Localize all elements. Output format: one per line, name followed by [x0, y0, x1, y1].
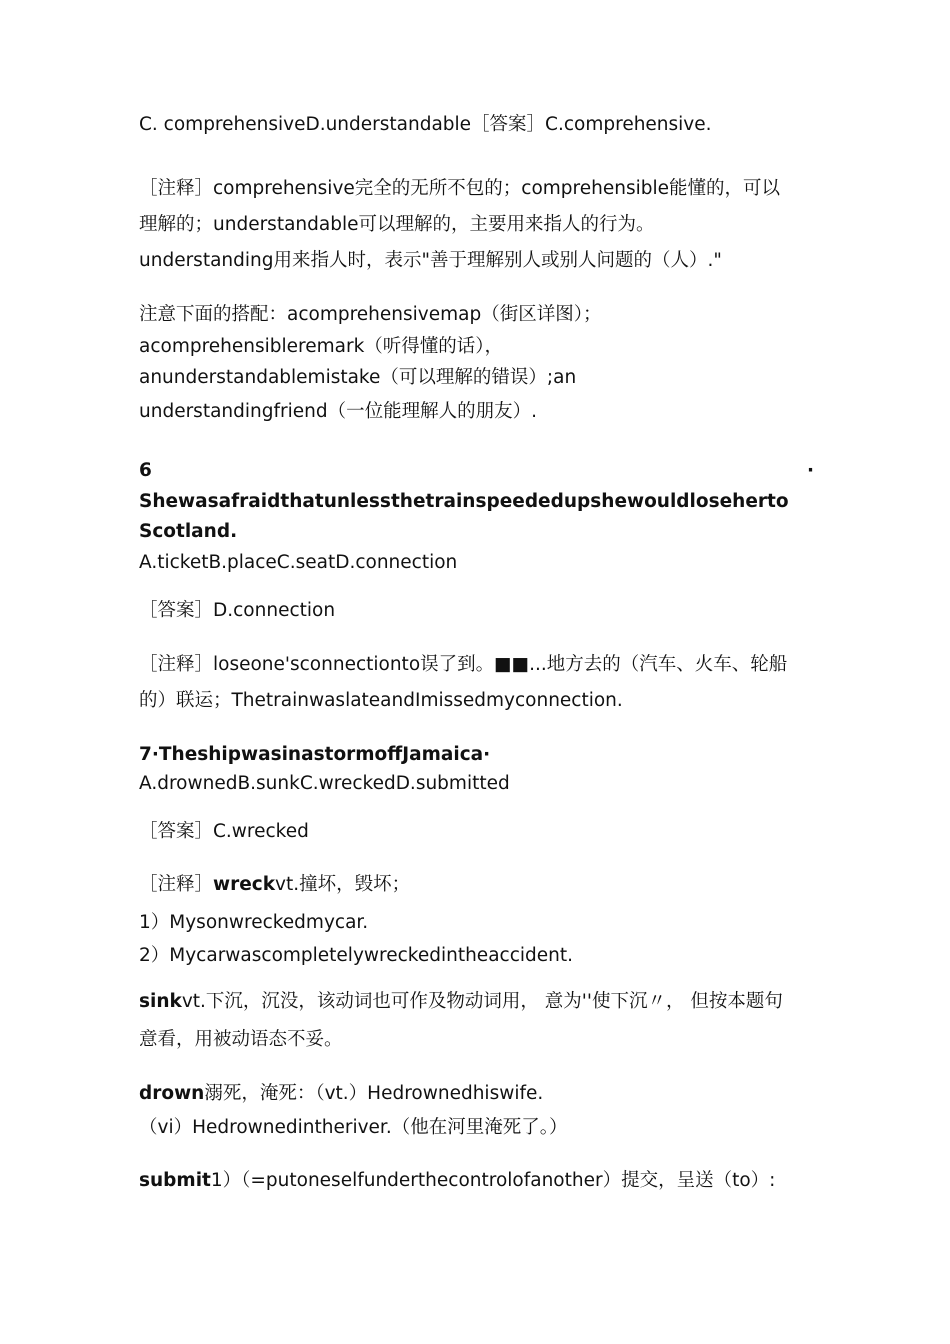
- question-7-options: A.drownedB.sunkC.wreckedD.submitted: [139, 773, 510, 794]
- text-line: 理解的；understandable可以理解的，主要用来指人的行为。: [139, 214, 655, 235]
- text-line: 注意下面的搭配：acomprehensivemap（街区详图）；: [139, 304, 602, 325]
- definition: 溺死，淹死：（vt.）Hedrownedhiswife.: [204, 1083, 544, 1104]
- drown-example: （vi）Hedrownedintheriver.（他在河里淹死了。）: [139, 1117, 568, 1138]
- question-6-note: ［注释］loseone'sconnectionto误了到。■■...地方去的（汽车、火车、轮船: [139, 654, 788, 675]
- definition: vt.撞坏，毁坏；: [275, 874, 411, 895]
- question-6-options: A.ticketB.placeC.seatD.connection: [139, 552, 458, 573]
- definition: 1）（=putoneselfunderthecontrolofanother）提交，呈送（to）:: [210, 1170, 776, 1191]
- question-6-answer: ［答案］D.connection: [139, 600, 336, 621]
- definition: vt.下沉，沉没，该动词也可作及物动词用， 意为''使下沉〃， 但按本题句: [181, 991, 783, 1012]
- drown-definition: [139, 1082, 814, 1106]
- submit-definition: [139, 1169, 814, 1193]
- keyword: drown: [139, 1083, 205, 1104]
- question-7-answer: ［答案］C.wrecked: [139, 821, 309, 842]
- note-prefix: ［注释］: [139, 874, 214, 895]
- text-line: ［注释］comprehensive完全的无所不包的；comprehensible能懂的，可以: [139, 178, 780, 199]
- keyword: submit: [139, 1170, 211, 1191]
- question-dot: ·: [806, 460, 814, 481]
- text-line: understandingfriend（一位能理解人的朋友）.: [139, 401, 537, 422]
- keyword: sink: [139, 991, 182, 1012]
- sink-definition-cont: 意看，用被动语态不妥。: [139, 1029, 343, 1050]
- keyword: wreck: [213, 874, 276, 895]
- text-line: C. comprehensiveD.understandable［答案］C.comprehensive.: [139, 114, 712, 135]
- question-6-stem-end: Scotland.: [139, 521, 238, 542]
- question-number: 6: [139, 460, 152, 481]
- question-7-stem: 7·TheshipwasinastormoffJamaica·: [139, 744, 491, 765]
- question-7-note: [139, 873, 814, 897]
- example-sentence: 2）Mycarwascompletelywreckedintheaccident.: [139, 945, 573, 966]
- question-6-stem: Shewasafraidthatunlessthetrainspeededupshewouldloseherto: [139, 491, 789, 512]
- example-sentence: 1）Mysonwreckedmycar.: [139, 912, 369, 933]
- sink-definition: [139, 990, 814, 1014]
- question-6-note: 的）联运；ThetrainwaslateandImissedmyconnection.: [139, 690, 623, 711]
- text-line: understanding用来指人时，表示"善于理解别人或别人问题的（人）.": [139, 250, 722, 271]
- text-line: acomprehensibleremark（听得懂的话），: [139, 336, 504, 357]
- question-6-header: [139, 459, 814, 483]
- text-line: anunderstandablemistake（可以理解的错误）;an: [139, 367, 577, 388]
